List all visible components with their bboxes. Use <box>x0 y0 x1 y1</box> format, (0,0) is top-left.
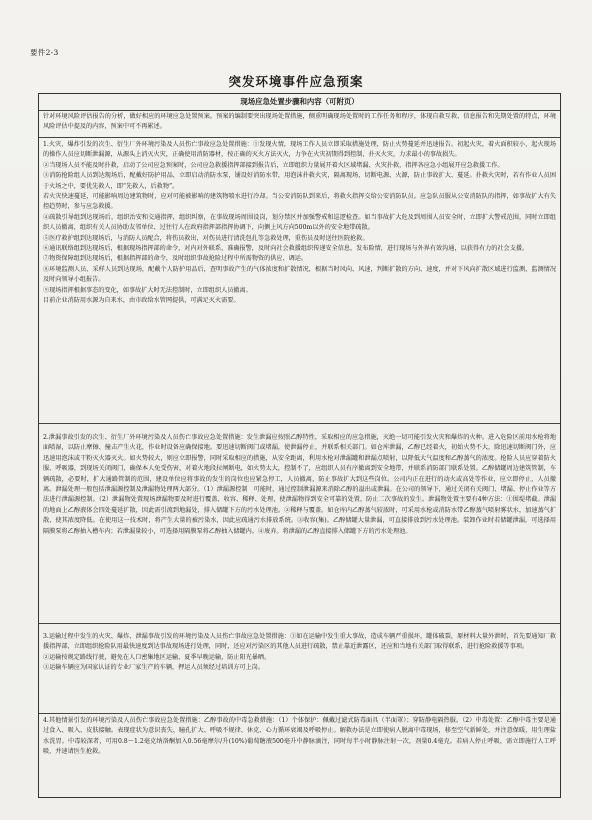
section2-paragraph: 2.泄漏事故引发的次生、衍生厂外环境污染及人员伤亡事故应急处置措施：发生泄漏应按照乙醇特性，采取相应的应急措施，灭绝一切可能引发火灾和爆炸的火种。进入危险区前用水枪将地面喷湿，以防止摩擦、撞击产生火花，作业时设备应确保接地。要迅速切断阀门或堵漏，使泄漏停止，并联系相关部门。如仓库泄漏，乙醇已经着火，初始火势不大，除迅速切断阀门外，应迅速用泡沫或干粉灭火器灭火。如火势较大，则应立即报警，同时采取相应的措施，从安全距离，利用水枪对泄漏罐和泄漏点喷射，以降低大气温度和乙醇蒸气的浓度。抢险人员应穿着防火服、呼吸器，到现场关闭阀门，确保本人免受伤害，对着火地段拉闸断电，如火势太大，控制不了，应组织人员有序撤离到安全地带，并联系消防部门联系处置。乙醇储罐周边建筑管制，车辆疏散，必要时，扩大通路管制的范围，建设单位应将事故的发生的岗位也应紧急停工，人员撤离，防止事故扩大到这些岗位。公司内正在进行的动火或高处等作业，应立即停止，人员撤离。泄漏处理一般包括泄漏源控制及泄漏物处理两大部分。（1）泄漏源控制 可能时，通过控制泄漏源来消除乙醇的溢出或泄漏。在公司的领导下，通过关闭有关阀门、堵漏、停止作业等方法进行泄漏源控制。（2）泄漏物处置现场泄漏物要及时进行覆盖、收容、稀释、处理，使泄漏物得到安全可靠的处置，防止二次事故的发生。泄漏物处置主要有4种方法：①围堤堵截。泄漏的地面上乙醇液体会四处蔓延扩散，因此需引流到地漏处，排入储罐下方的污水处理池。②稀释与覆盖。如仓库内乙醇蒸气较浓时，可采用水枪或消防水带乙醇蒸气喷射雾状水，加速蒸气扩散，使其浓度降低。在使用这一技术时，将产生大量的被污染水，因此应疏通污水排放系统。③收容(集)。乙醇储罐大量泄漏，可直接排放到污水处理池。装卸作业时若储罐泄漏，可选择用隔膜泵将乙醇抽入槽车内；若泄漏量较小，可选择用隔膜泵将乙醇抽入储罐内。④废弃。将泄漏的乙醇直接排入储罐下方的污水处理池。 <box>43 434 556 535</box>
section-transport <box>39 623 560 713</box>
section3-paragraph: 3.运输过程中发生的火灾、爆炸、泄漏事故引发的环境污染及人员伤亡事故应急处置措施：①如在运输中发生重大事故，造成车辆严重损坏，罐体破裂，原材料大量外泄时，首先要通知厂救援指挥部，立即组织抢险队用最快速度到达事故现场进行处理，同时，还应对污染区的其他人员进行疏散，禁止靠近泄露区，还应和当地有关部门取得联系，进行抢险救援等事项。 <box>43 633 556 651</box>
page-title: 突发环境事件应急预案 <box>228 74 364 89</box>
section-leak-text <box>43 433 556 537</box>
section1-paragraph: ⑦物资保障组到达现场后，根据指挥部的命令，及时组织事故抢险过程中所需物资的供应、调运。 <box>43 255 308 263</box>
section1-paragraph: ⑨现场指挥根据事态的变化，如事故扩大时无法控制时，立即组织人员撤离。 <box>43 286 252 294</box>
section1-paragraph: ②当现场人员不能及时扑救，启动了公司应急预案时，公司应急救援指挥部接到报告后，立即组织力量展开着火区域堵漏、火灾扑救，指挥各应急小组展开应急救援工作。 <box>43 161 504 169</box>
intro-row <box>39 110 560 137</box>
section-transport-text <box>43 632 556 674</box>
annex-label: 要件2-3 <box>30 48 59 57</box>
section-other-text <box>43 716 556 758</box>
section1-paragraph: ⑧环境监测人员、采样人员到达现场，配戴个人防护用品后，查明事故产生的气体浓度和扩散情况，根据当时风向、风速，判断扩散的方向、速度，并对下风向扩散区域进行监测，监测情况及时向领导小组报告。 <box>43 265 556 284</box>
section4-paragraph: 4.其他情景引发的环境污染及人员伤亡事故应急处置措施：乙醇事故的中毒急救措施：（1）个体保护：佩戴过滤式防毒面具（半面罩）；穿防静电隔热服。（2）中毒处置：乙醇中毒主要是通过食入、吸入、皮肤接触。表现症状为意识丧失、瞳孔扩大、呼吸不规律、休克、心力循环衰竭及呼吸停止。解救办法是立即使病人脱离中毒现场，移至空气新鲜处，并注意保暖，用生理盐水洗胃。中毒较深者，可用0.8～1.2毫克纳洛酮加入0.56毫摩尔/升(10%)葡萄糖液500毫升中静脉滴注，同时每半小时静脉注射一次，剂量0.4毫克。若病人停止呼吸，需立即施行人工呼吸，并速请医生抢救。 <box>43 717 556 756</box>
procedure-table <box>38 93 561 798</box>
section1-paragraph: 若火灾快速蔓延，可能影响周边建筑物时，应对可能被影响的建筑物喷水进行冷却。当公安消防队到来后，将救火指挥交给公安消防队员。应急队员服从公安消防队的指挥，如事故扩大有失控趋势时，参与应急救援。 <box>43 193 556 211</box>
section3-paragraph: ③运输车辆应为国家认证的专业厂家生产的车辆，押运人员须经过培训方可上岗。 <box>43 664 265 672</box>
subheading-row <box>39 94 560 110</box>
section1-paragraph: ③消防抢险组人员到达现场后，配戴好防护用品，立即启动消防水泵，铺设好消防水带，用泡沫扑救火灾，隔离现场，切断电源、火源，防止事故扩大、蔓延。扑救火灾时，若有作业人员困于火场之中，要优先救人，即“先救人，后救物”。 <box>43 172 556 190</box>
section1-paragraph: 目前企业消防用水源为自来水，由市政给水管网提供，可满足灭火需要。 <box>43 297 240 305</box>
section-other <box>39 713 560 799</box>
section-fire-text <box>43 140 556 307</box>
intro-text: 针对环境风险评估报告的分析，做好相应的环境应急处置预案。预案的编制要突出现场处置措施，侧重明确现场处置时的工作任务和程序，体现自救互救、信息报告和先期处置的特点，环境风险评估中提及的内容，预案中可不再累述。 <box>43 113 556 131</box>
section-fire-explosion <box>39 137 560 423</box>
section1-paragraph: ⑤医疗救护组到达现场后，与消防人员配合，将伤员救出，对伤员进行清洗包扎等急救处理，重伤员及时送往医院抢救。 <box>43 234 369 242</box>
section1-paragraph: 1.火灾、爆炸引发的次生、衍生厂外环境污染及人员伤亡事故应急处置措施：①发现火情，现场工作人员立即采取措施处理，防止火势蔓延并迅速报告。初起火灾，着火面积较小，起火现场的操作人员应切断泄漏源，从源头上消灭火灾，正确使用消防器材，按正确的灭火方法灭火，力争在火灾初期得到控制、扑灭火灾，力求最小的事故损失。 <box>43 141 556 159</box>
section1-paragraph: ④疏散引导组到达现场后，组织治安和交通指挥，组织纠察，在事故现场周围设岗，划分禁区并加强警戒和巡逻检查。如当事故扩大危及到周围人员安全时，立即扩大警戒范围，同时立即组织人员撤离，组织有关人员协助友邻单位、过往行人在政府指挥部指挥协调下，向侧上风方向500m以外的安全地带疏散。 <box>43 213 556 232</box>
table-subheading: 现场应急处置步骤和内容（可附页） <box>240 97 359 106</box>
section-leak <box>39 423 560 623</box>
section1-paragraph: ⑥通讯联络组到达现场后，根据现场指挥部的命令，对内对外联系，准确报警，及时向社会救援组织传递安全信息，发布险情，进行现场与外界有效沟通，以获得有力的社会支援。 <box>43 245 529 253</box>
section3-paragraph: ②运输按规定路线行驶，避免在人口密集地区运输，夏季早晚运输，防止阳光暴晒。 <box>43 653 271 661</box>
